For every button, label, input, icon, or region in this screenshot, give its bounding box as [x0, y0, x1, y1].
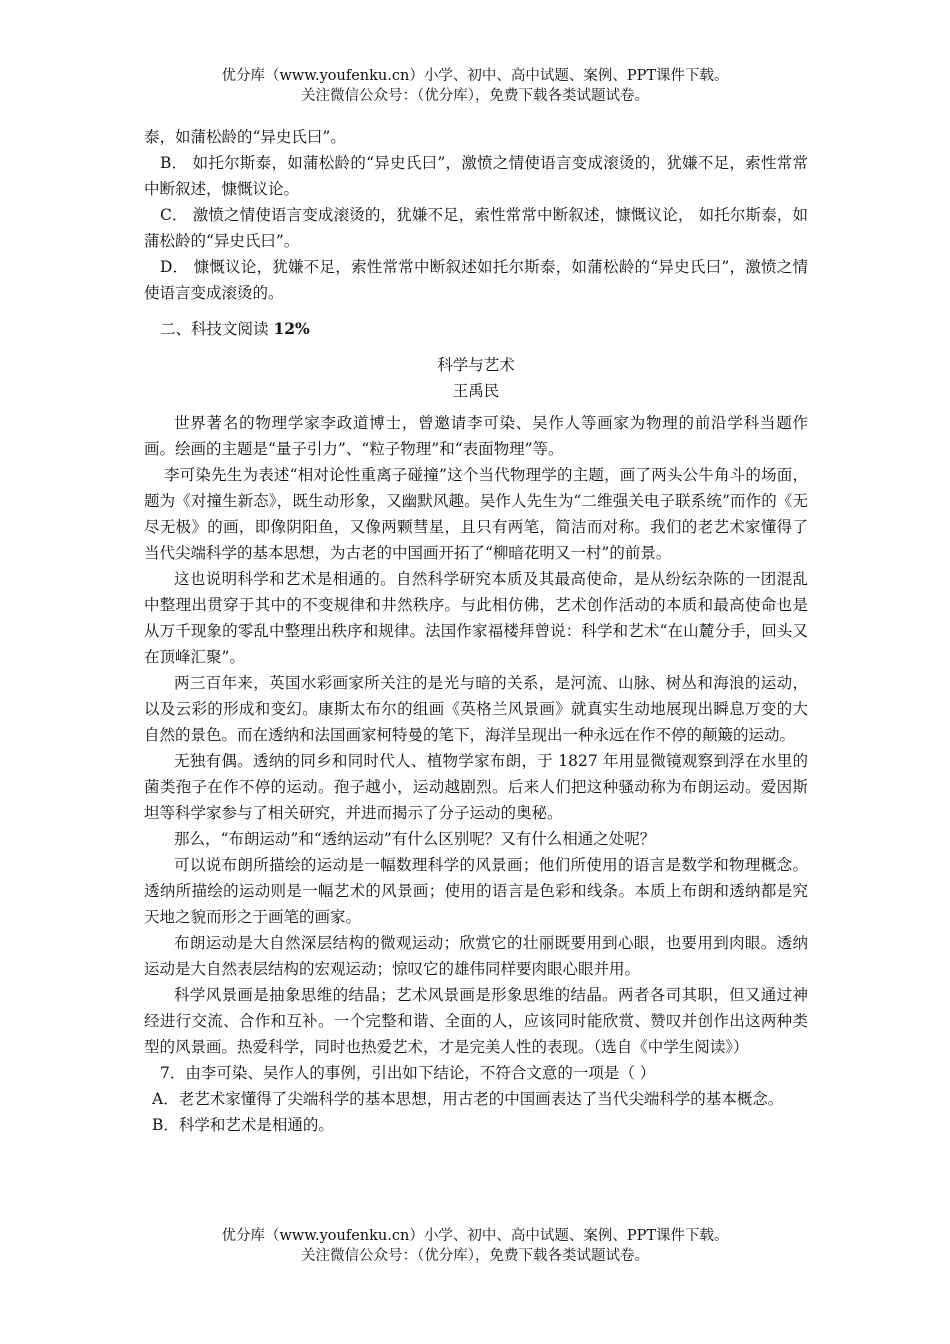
prev-option-d: D． 慷慨议论，犹嫌不足，索性常常中断叙述如托尔斯泰，如蒲松龄的“异史氏曰”，激愤之情使语言变成滚烫的。 — [144, 258, 808, 302]
article-paragraph: 可以说布朗所描绘的运动是一幅数理科学的风景画；他们所使用的语言是数学和物理概念。透纳所描绘的运动则是一幅艺术的风景画；使用的语言是色彩和线条。本质上布朗和透纳都是究天地之貌而形之于画笔的画家。 — [144, 856, 808, 926]
prev-option-b: B． 如托尔斯泰，如蒲松龄的“异史氏曰”，激愤之情使语言变成滚烫的，犹嫌不足，索性常常中断叙述，慷慨议论。 — [144, 154, 808, 198]
section-heading — [144, 316, 808, 342]
article-paragraph: 两三百年来，英国水彩画家所关注的是光与暗的关系，是河流、山脉、树丛和海浪的运动，以及云彩的形成和变幻。康斯太布尔的组画《英格兰风景画》就真实生动地展现出瞬息万变的大自然的景色。而在透纳和法国画家柯特曼的笔下，海洋呈现出一种永远在作不停的颠簸的运动。 — [144, 674, 808, 744]
question-7-option-b: B．科学和艺术是相通的。 — [152, 1116, 334, 1134]
article-paragraph: 李可染先生为表述“相对论性重离子碰撞”这个当代物理学的主题，画了两头公牛角斗的场面，题为《对撞生新态》，既生动形象，又幽默风趣。吴作人先生为“二维强关电子联系统”而作的《无尽无极》的画，即像阴阳鱼，又像两颗彗星，且只有两笔，简洁而对称。我们的老艺术家懂得了当代尖端科学的基本思想，为古老的中国画开拓了“柳暗花明又一村”的前景。 — [144, 466, 808, 562]
header-line-1: 优分库（www.youfenku.cn）小学、初中、高中试题、案例、PPT课件下载。 — [221, 68, 729, 84]
article-title: 科学与艺术 — [437, 356, 515, 374]
footer-line-1: 优分库（www.youfenku.cn）小学、初中、高中试题、案例、PPT课件下载。 — [221, 1228, 729, 1244]
page-content — [144, 124, 808, 1138]
header-line-2: 关注微信公众号：（优分库），免费下载各类试题试卷。 — [301, 88, 649, 104]
article-paragraph: 无独有偶。透纳的同乡和同时代人、植物学家布朗，于 1827 年用显微镜观察到浮在水里的菌类孢子在作不停的运动。孢子越小，运动越剧烈。后来人们把这种骚动称为布朗运动。爱因斯坦等科学家参与了相关研究，并进而揭示了分子运动的奥秘。 — [144, 752, 808, 822]
section-percent: 12% — [273, 319, 310, 338]
article-paragraph: 世界著名的物理学家李政道博士，曾邀请李可染、吴作人等画家为物理的前沿学科当题作画。绘画的主题是“量子引力”、“粒子物理”和“表面物理”等。 — [144, 414, 808, 458]
footer-line-2: 关注微信公众号：（优分库），免费下载各类试题试卷。 — [301, 1248, 649, 1264]
page-footer — [0, 1226, 950, 1266]
article-paragraph: 布朗运动是大自然深层结构的微观运动；欣赏它的壮丽既要用到心眼，也要用到肉眼。透纳运动是大自然表层结构的宏观运动；惊叹它的雄伟同样要肉眼心眼并用。 — [144, 934, 808, 978]
prev-option-c: C． 激愤之情使语言变成滚烫的，犹嫌不足，索性常常中断叙述，慷慨议论， 如托尔斯泰，如蒲松龄的“异史氏曰”。 — [144, 206, 808, 250]
article-paragraph: 这也说明科学和艺术是相通的。自然科学研究本质及其最高使命，是从纷纭杂陈的一团混乱中整理出贯穿于其中的不变规律和井然秩序。与此相仿佛，艺术创作活动的本质和最高使命也是从万千现象的零乱中整理出秩序和规律。法国作家福楼拜曾说：科学和艺术“在山麓分手，回头又在顶峰汇聚”。 — [144, 570, 808, 666]
question-7-stem: 7．由李可染、吴作人的事例，引出如下结论，不符合文意的一项是（ ） — [160, 1064, 656, 1082]
article-paragraph: 科学风景画是抽象思维的结晶；艺术风景画是形象思维的结晶。两者各司其职，但又通过神经进行交流、合作和互补。一个完整和谐、全面的人，应该同时能欣赏、赞叹并创作出这两种类型的风景画。热爱科学，同时也热爱艺术，才是完美人性的表现。（选自《中学生阅读》） — [144, 986, 808, 1056]
question-7-option-a: A．老艺术家懂得了尖端科学的基本思想，用古老的中国画表达了当代尖端科学的基本概念。 — [152, 1090, 784, 1108]
section-label: 二、科技文阅读 — [160, 320, 274, 338]
prev-option-a-tail: 泰，如蒲松龄的“异史氏曰”。 — [144, 128, 346, 146]
page-header — [0, 66, 950, 106]
article-author: 王禹民 — [452, 382, 500, 400]
article-paragraph: 那么，“布朗运动”和“透纳运动”有什么区别呢？又有什么相通之处呢？ — [174, 830, 656, 848]
